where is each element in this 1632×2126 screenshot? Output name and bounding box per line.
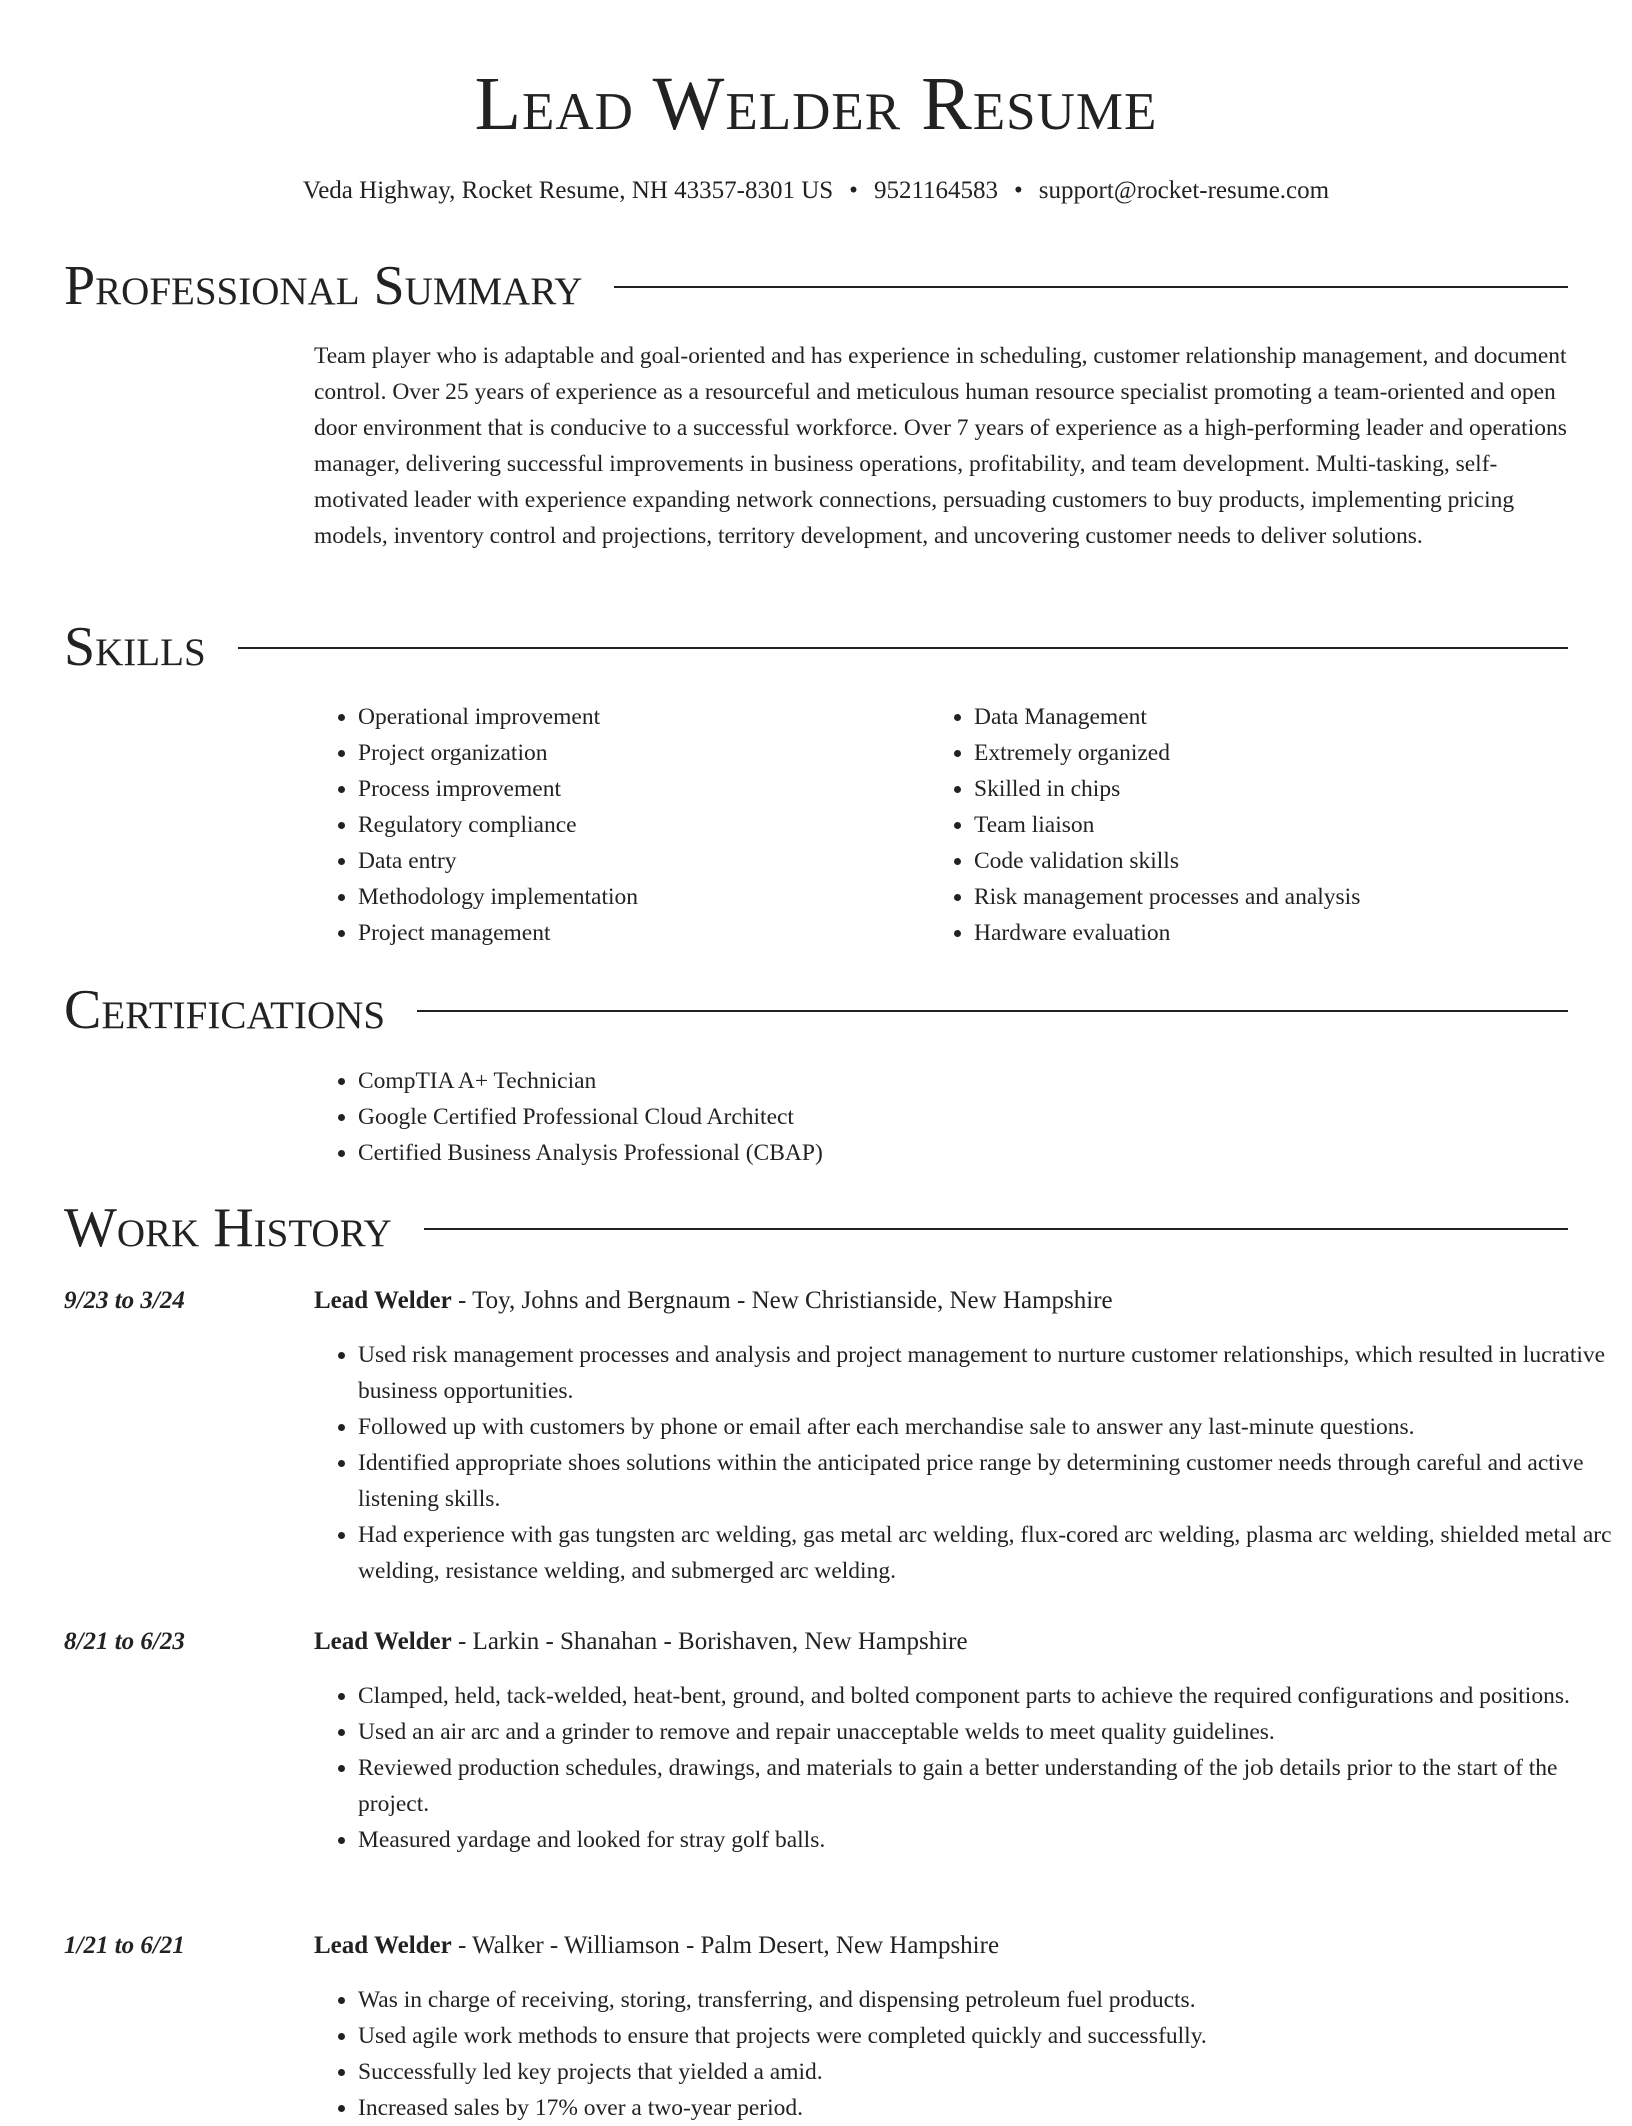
skill-item: • Code validation skills	[974, 843, 1614, 879]
skill-item: • Project organization	[358, 735, 958, 771]
skill-item: • Team liaison	[974, 807, 1614, 843]
job-duty-item: • Used risk management processes and analysis and project management to nurture customer relationships, which resulted in lucrative business opportunities.	[358, 1337, 1614, 1409]
section-divider	[417, 1010, 1568, 1012]
skill-item: • Methodology implementation	[358, 879, 958, 915]
section-divider	[424, 1228, 1568, 1230]
job-duties-list	[314, 1678, 1614, 1858]
job-heading	[314, 1283, 1570, 1319]
work-history-section-header	[64, 1196, 1568, 1260]
contact-email[interactable]: support@rocket-resume.com	[1038, 177, 1330, 204]
summary-section-header	[64, 254, 1568, 318]
contact-address: Veda Highway, Rocket Resume, NH 43357-8301 US	[302, 177, 834, 204]
skill-item: • Data entry	[358, 843, 958, 879]
skill-item: • Process improvement	[358, 771, 958, 807]
job-duty-item: • Identified appropriate shoes solutions within the anticipated price range by determining customer needs through careful and active listening skills.	[358, 1445, 1614, 1517]
skills-section-header	[64, 615, 1568, 679]
section-divider	[238, 647, 1568, 649]
certifications-list	[314, 1063, 1614, 1171]
job-role: Lead Welder	[314, 1932, 452, 1959]
skill-item: • Data Management	[974, 699, 1614, 735]
job-duty-item: • Followed up with customers by phone or email after each merchandise sale to answer any last-minute questions.	[358, 1409, 1614, 1445]
job-duty-item: • Increased sales by 17% over a two-year period.	[358, 2090, 1614, 2126]
skill-item: • Extremely organized	[974, 735, 1614, 771]
job-duty-item: • Measured yardage and looked for stray golf balls.	[358, 1822, 1614, 1858]
contact-separator: •	[1014, 177, 1023, 204]
job-employer: - Walker - Williamson - Palm Desert, New Hampshire	[451, 1932, 1000, 1959]
job-role: Lead Welder	[314, 1628, 452, 1655]
certification-item: • Certified Business Analysis Professional (CBAP)	[358, 1135, 1614, 1171]
skill-item: • Operational improvement	[358, 699, 958, 735]
job-heading	[314, 1928, 1570, 1964]
skill-item: • Project management	[358, 915, 958, 951]
job-duties-list	[314, 1982, 1614, 2126]
certifications-heading: Certifications	[64, 979, 386, 1041]
job-dates: 1/21 to 6/21	[64, 1932, 185, 1959]
section-divider	[614, 286, 1568, 288]
skill-item: • Skilled in chips	[974, 771, 1614, 807]
job-heading	[314, 1624, 1570, 1660]
job-duty-item: • Clamped, held, tack-welded, heat-bent, ground, and bolted component parts to achieve the required configurations and positions.	[358, 1678, 1614, 1714]
summary-text: Team player who is adaptable and goal-oriented and has experience in scheduling, customer relationship management, and document control. Over 25 years of experience as a resourceful and meticulous human resource specialist promoting a team-oriented and open door environment that is conducive to a successful workforce. Over 7 years of experience as a high-performing leader and operations manager, delivering successful improvements in business operations, profitability, and team development. Multi-tasking, self-motivated leader with experience expanding network connections, persuading customers to buy products, implementing pricing models, inventory control and projections, territory development, and uncovering customer needs to deliver solutions.	[314, 343, 1567, 549]
skills-list-left	[314, 699, 958, 951]
skill-item: • Regulatory compliance	[358, 807, 958, 843]
summary-heading: Professional Summary	[64, 255, 583, 317]
job-duty-item: • Reviewed production schedules, drawings, and materials to gain a better understanding of the job details prior to the start of the project.	[358, 1750, 1614, 1822]
job-duty-item: • Used agile work methods to ensure that projects were completed quickly and successfully.	[358, 2018, 1614, 2054]
certification-item: • CompTIA A+ Technician	[358, 1063, 1614, 1099]
skill-item: • Risk management processes and analysis	[974, 879, 1614, 915]
certification-item: • Google Certified Professional Cloud Architect	[358, 1099, 1614, 1135]
job-duty-item: • Successfully led key projects that yielded a amid.	[358, 2054, 1614, 2090]
work-history-heading: Work History	[64, 1197, 392, 1259]
job-duty-item: • Had experience with gas tungsten arc welding, gas metal arc welding, flux-cored arc welding, plasma arc welding, shielded metal arc welding, resistance welding, and submerged arc welding.	[358, 1517, 1614, 1589]
job-employer: - Toy, Johns and Bergnaum - New Christianside, New Hampshire	[451, 1287, 1113, 1314]
job-dates: 9/23 to 3/24	[64, 1287, 185, 1314]
skills-heading: Skills	[64, 616, 206, 678]
job-duty-item: • Used an air arc and a grinder to remove and repair unacceptable welds to meet quality guidelines.	[358, 1714, 1614, 1750]
job-duty-item: • Was in charge of receiving, storing, transferring, and dispensing petroleum fuel products.	[358, 1982, 1614, 2018]
contact-phone: 9521164583	[873, 177, 999, 204]
certifications-section-header	[64, 978, 1568, 1042]
job-duties-list	[314, 1337, 1614, 1589]
skill-item: • Hardware evaluation	[974, 915, 1614, 951]
job-role: Lead Welder	[314, 1287, 452, 1314]
skills-list-right	[930, 699, 1614, 951]
job-dates: 8/21 to 6/23	[64, 1628, 185, 1655]
contact-separator: •	[849, 177, 858, 204]
page-title: Lead Welder Resume	[474, 62, 1158, 146]
contact-line	[0, 176, 1632, 206]
job-employer: - Larkin - Shanahan - Borishaven, New Hampshire	[451, 1628, 968, 1655]
